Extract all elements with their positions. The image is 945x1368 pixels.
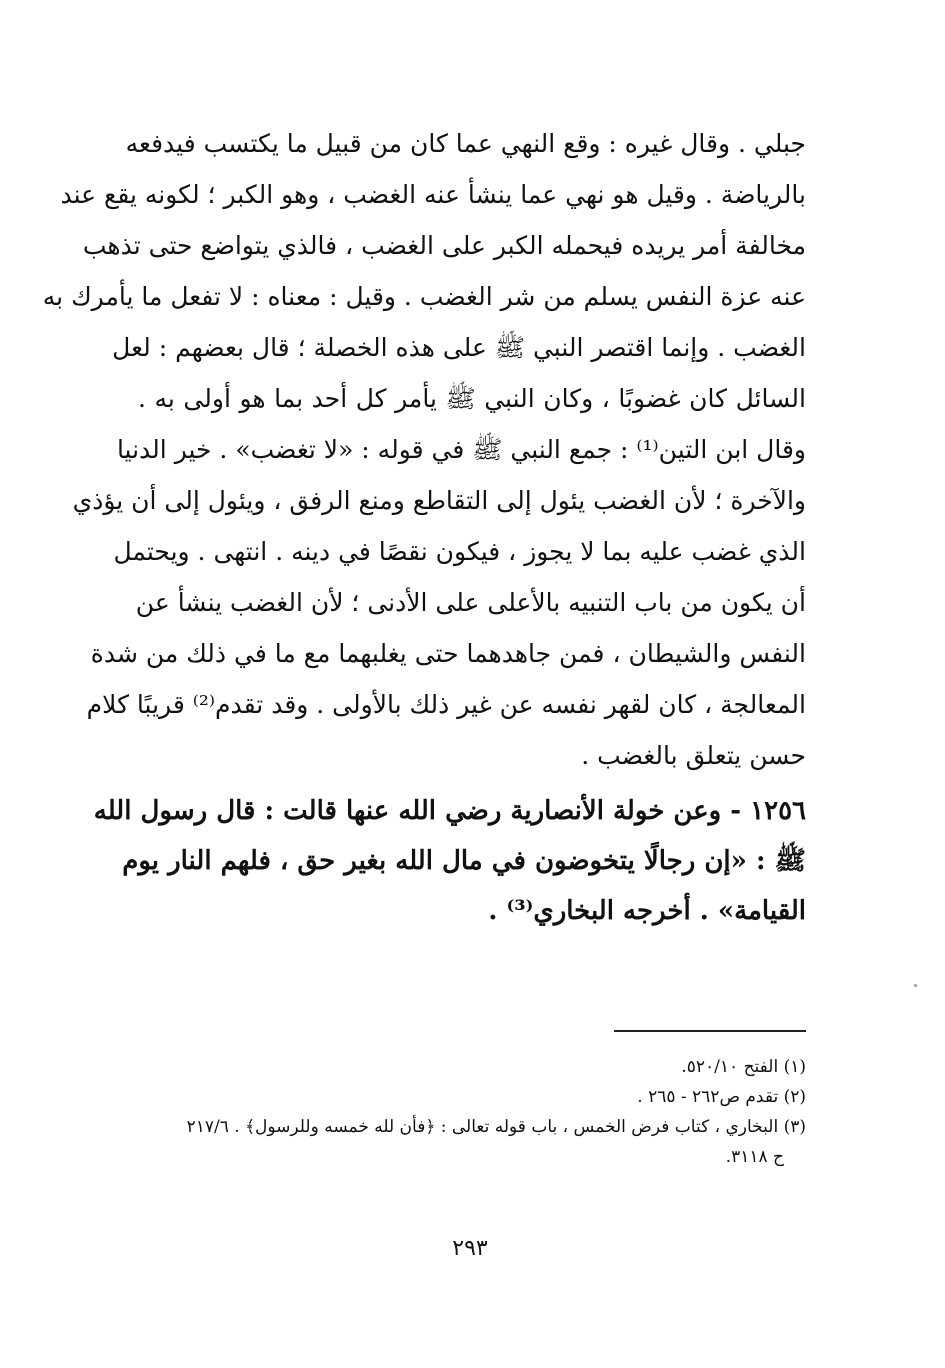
text-line: جبلي . وقال غيره : وقع النهي عما كان من قبيل ما يكتسب فيدفعه	[125, 129, 806, 158]
text-line: النفس والشيطان ، فمن جاهدهما حتى يغلبهما مع ما في ذلك من شدة	[90, 639, 806, 668]
text-line: المعالجة ، كان لقهر نفسه عن غير ذلك بالأولى . وقد تقدم⁽²⁾ قريبًا كلام	[86, 690, 806, 719]
text-line: وقال ابن التين⁽¹⁾ : جمع النبي ﷺ في قوله : «لا تغضب» . خير الدنيا	[116, 435, 806, 464]
page-number: ٢٩٣	[452, 1236, 488, 1261]
text-line: عنه عزة النفس يسلم من شر الغضب . وقيل : معناه : لا تفعل ما يأمرك به	[42, 282, 806, 311]
text-line: الغضب . وإنما اقتصر النبي ﷺ على هذه الخصلة ؛ قال بعضهم : لعل	[112, 333, 806, 362]
text-line: حسن يتعلق بالغضب .	[581, 741, 806, 770]
text-line: أن يكون من باب التنبيه بالأعلى على الأدنى ؛ لأن الغضب ينشأ عن	[135, 588, 806, 617]
footnote-2: (٢) تقدم ص٢٦٢ - ٢٦٥ .	[637, 1087, 806, 1107]
text-line: بالرياضة . وقيل هو نهي عما ينشأ عنه الغضب ، وهو الكبر ؛ لكونه يقع عند	[60, 180, 806, 209]
text-line: الذي غضب عليه بما لا يجوز ، فيكون نقصًا في دينه . انتهى . ويحتمل	[113, 537, 806, 566]
hadith-line: القيامة» . أخرجه البخاري⁽³⁾ .	[488, 896, 806, 926]
hadith-block	[93, 786, 806, 936]
text-line: والآخرة ؛ لأن الغضب يئول إلى التقاطع ومنع الرفق ، ويئول إلى أن يؤذي	[72, 486, 806, 515]
footnote-3-continuation: ح ٣١١٨.	[725, 1147, 784, 1167]
hadith-line: ﷺ : «إن رجالًا يتخوضون في مال الله بغير حق ، فلهم النار يوم	[122, 846, 806, 876]
footnote-divider	[614, 1030, 806, 1032]
text-line: مخالفة أمر يريده فيحمله الكبر على الغضب ، فالذي يتواضع حتى تذهب	[82, 231, 806, 260]
scan-speck	[914, 984, 917, 987]
text-line: السائل كان غضوبًا ، وكان النبي ﷺ يأمر كل أحد بما هو أولى به .	[138, 384, 806, 413]
footnote-1: (١) الفتح ٥٢٠/١٠.	[681, 1057, 806, 1077]
hadith-line: ١٢٥٦ - وعن خولة الأنصارية رضي الله عنها قالت : قال رسول الله	[93, 796, 806, 826]
footnote-3: (٣) البخاري ، كتاب فرض الخمس ، باب قوله تعالى : ﴿فأن لله خمسه وللرسول﴾ . ٢١٧/٦	[186, 1117, 806, 1137]
commentary-text	[42, 118, 806, 781]
footnotes	[138, 1052, 806, 1172]
